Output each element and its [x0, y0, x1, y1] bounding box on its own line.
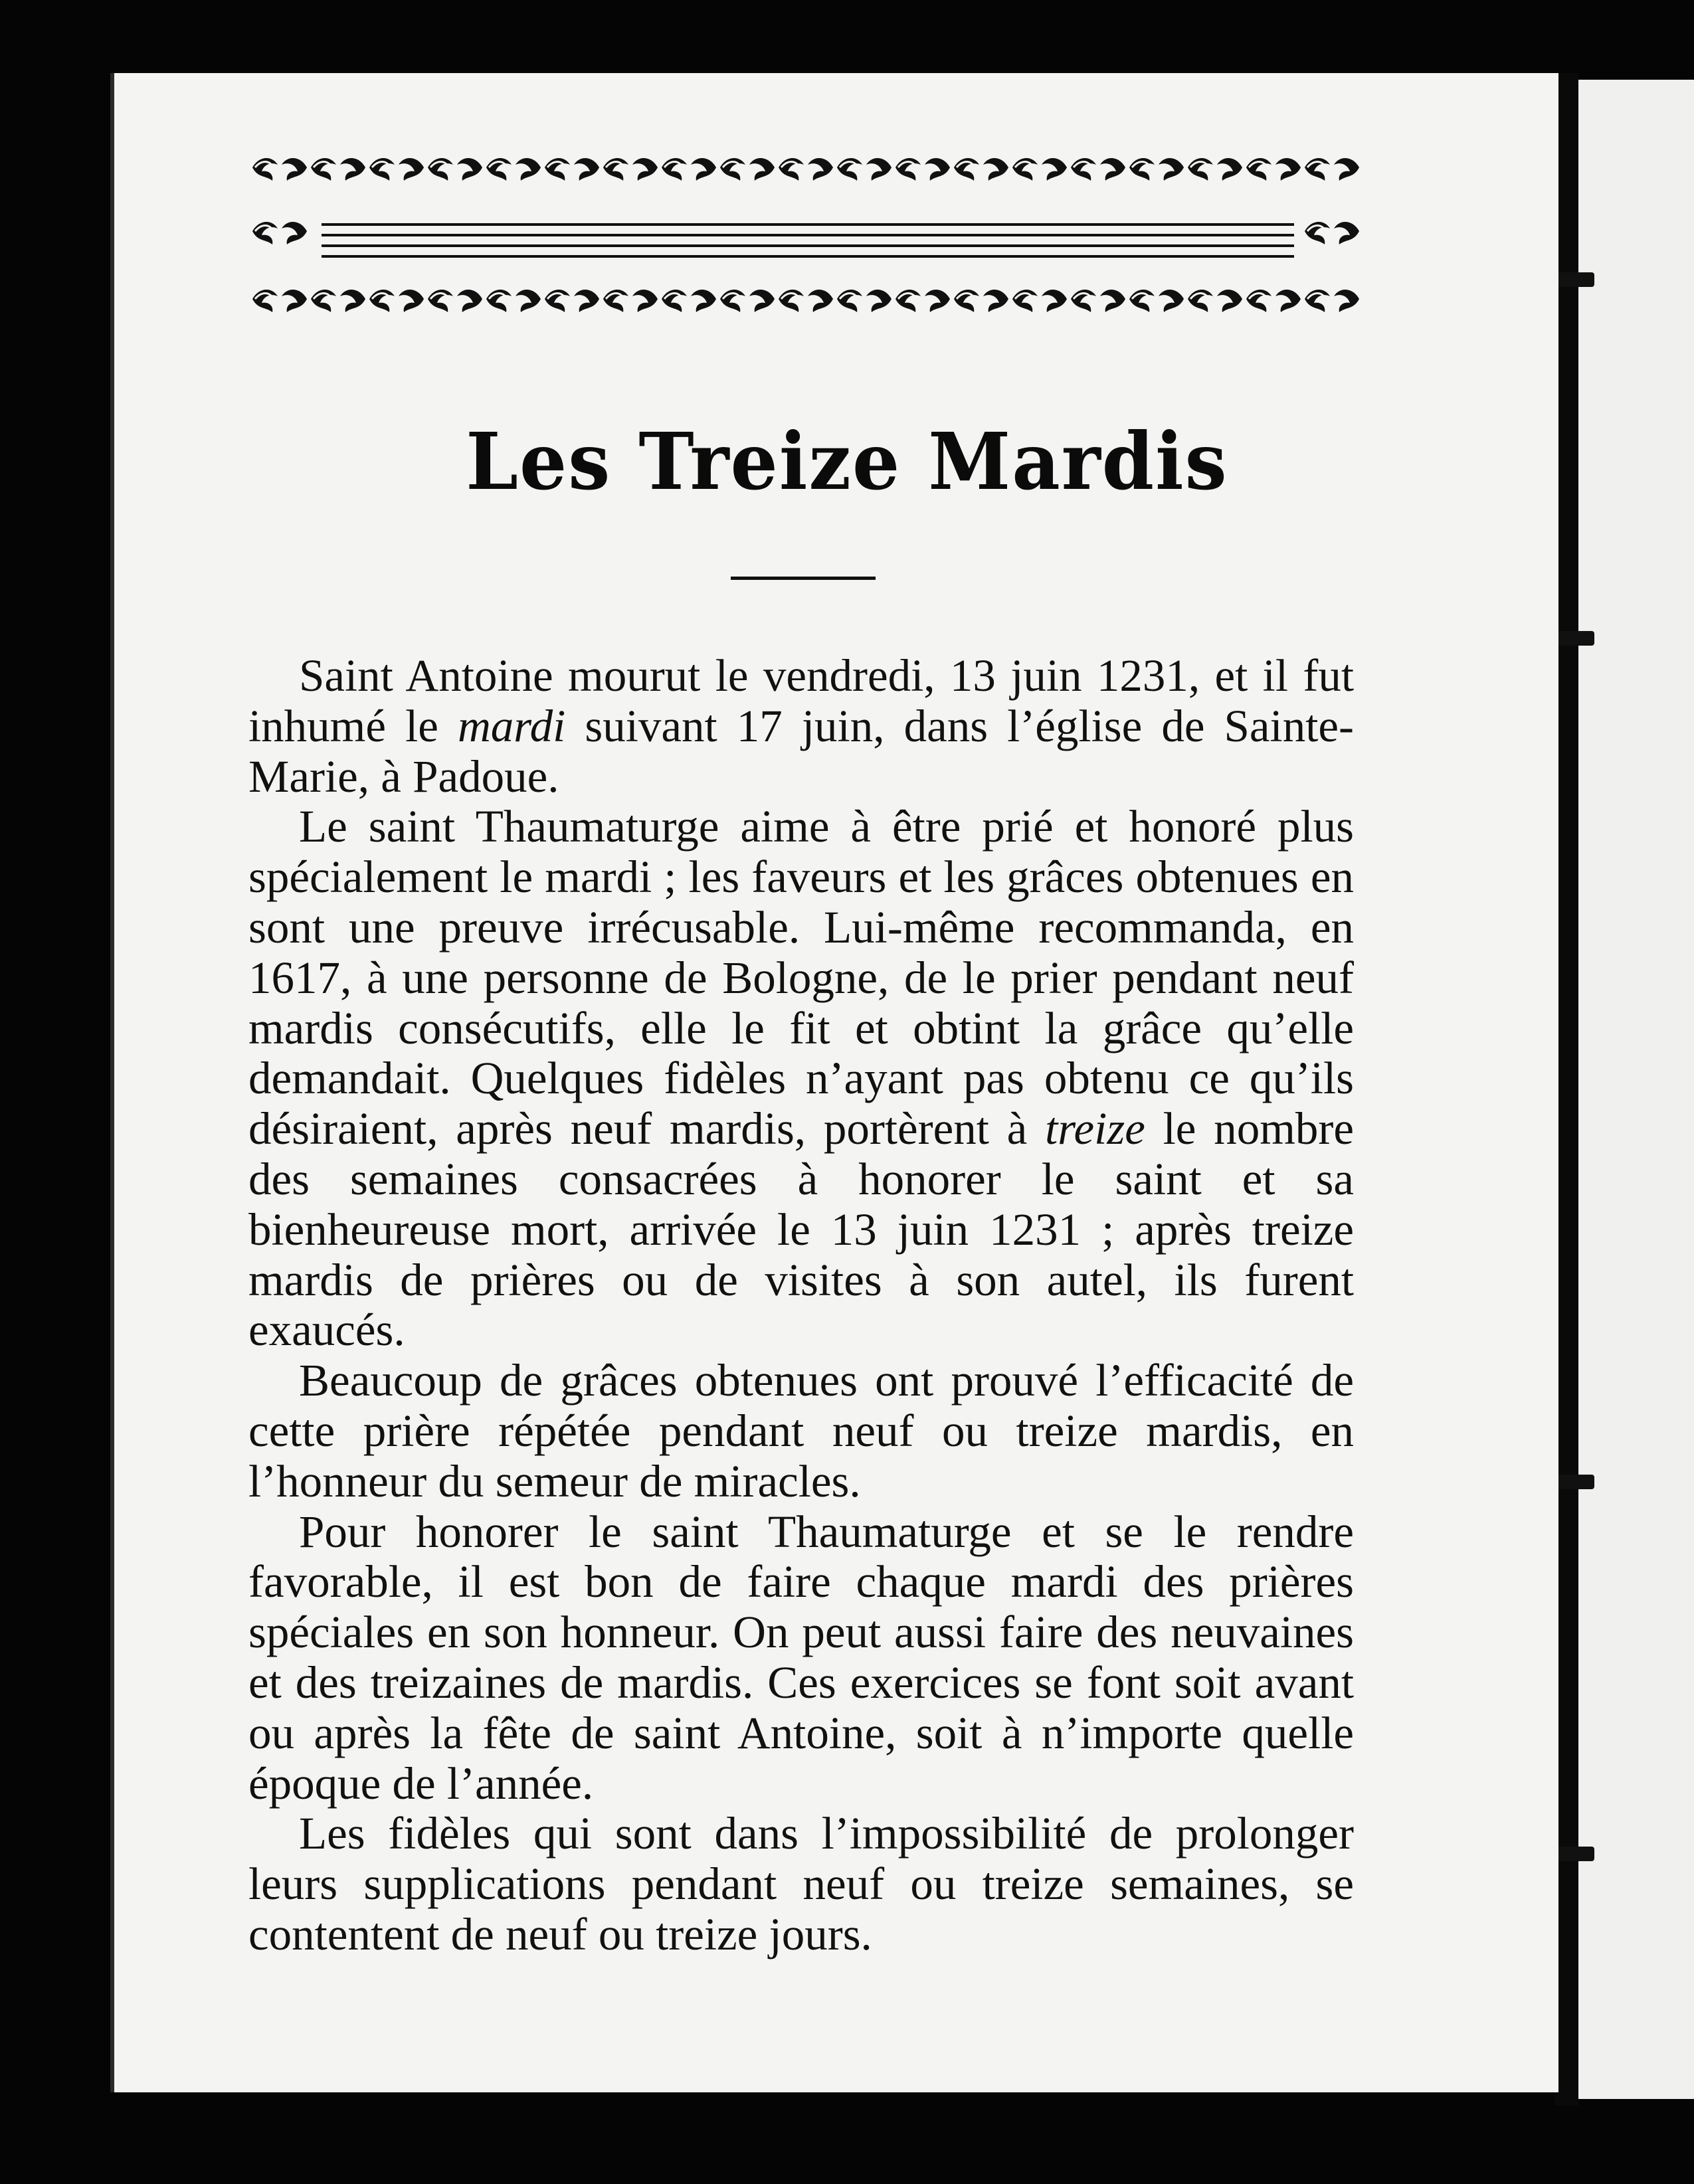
body-text [248, 651, 1354, 1960]
paragraph [248, 1809, 1354, 1959]
paragraph [248, 802, 1354, 1356]
floral-border-ornament-icon [248, 146, 1367, 335]
paragraph-text: suivant 17 juin, dans l’église de Sainte-Marie, à Padoue. [248, 700, 1354, 802]
paragraph [248, 1356, 1354, 1506]
page-title: Les Treize Mardis [466, 416, 1228, 508]
paragraph [248, 1507, 1354, 1809]
ornament-right-side [1305, 222, 1359, 244]
paragraph-text: Pour honorer le saint Thaumaturge et se le rendre favorable, il est bon de faire chaque mardi des prières spéciales en son honneur. On peut aussi faire des neuvaines et des treizaines de mardis. Ces exercices se font soit avant ou après la fête de saint Antoine, soit à n’importe quelle époque de l’année. [248, 1506, 1354, 1809]
paragraph-text: Beaucoup de grâces obtenues ont prouvé l’efficacité de cette prière répétée pendant neuf ou treize mardis, en l’honneur du semeur de miracles. [248, 1355, 1354, 1506]
paragraph-text: Les fidèles qui sont dans l’impossibilité de prolonger leurs supplications pendant neuf ou treize semaines, se contentent de neuf ou treize jours. [248, 1808, 1354, 1959]
title-divider [731, 577, 876, 580]
italic-word: mardi [457, 700, 566, 751]
paragraph [248, 651, 1354, 802]
italic-word: treize [1045, 1103, 1145, 1154]
ornament-top-row [252, 158, 1359, 181]
paragraph-text: Saint Antoine mourut le vendredi, 13 juin 1231, et il fut inhumé le [248, 650, 1354, 751]
facing-page-edge [1578, 80, 1694, 2099]
paragraph-text: Le saint Thaumaturge aime à être prié et honoré plus spécialement le mardi ; les faveurs et les grâces obtenues en sont une preuve irrécusable. Lui-même recommanda, en 1617, à une personne de Bologne, de le prier pendant neuf mardis consécutifs, elle le fit et obtint la grâce qu’elle demandait. Quelques fidèles n’ayant pas obtenu ce qu’ils désiraient, après neuf mardis, portèrent à [248, 801, 1354, 1154]
paragraph-text: le nombre des semaines consacrées à honorer le saint et sa bienheureuse mort, arrivée le 13 juin 1231 ; après treize mardis de prières ou de visites à son autel, ils furent exaucés. [248, 1103, 1354, 1356]
ornament-bottom-row [252, 290, 1359, 312]
ornament-left-side [252, 222, 307, 244]
ornament-center-rules [322, 225, 1294, 256]
